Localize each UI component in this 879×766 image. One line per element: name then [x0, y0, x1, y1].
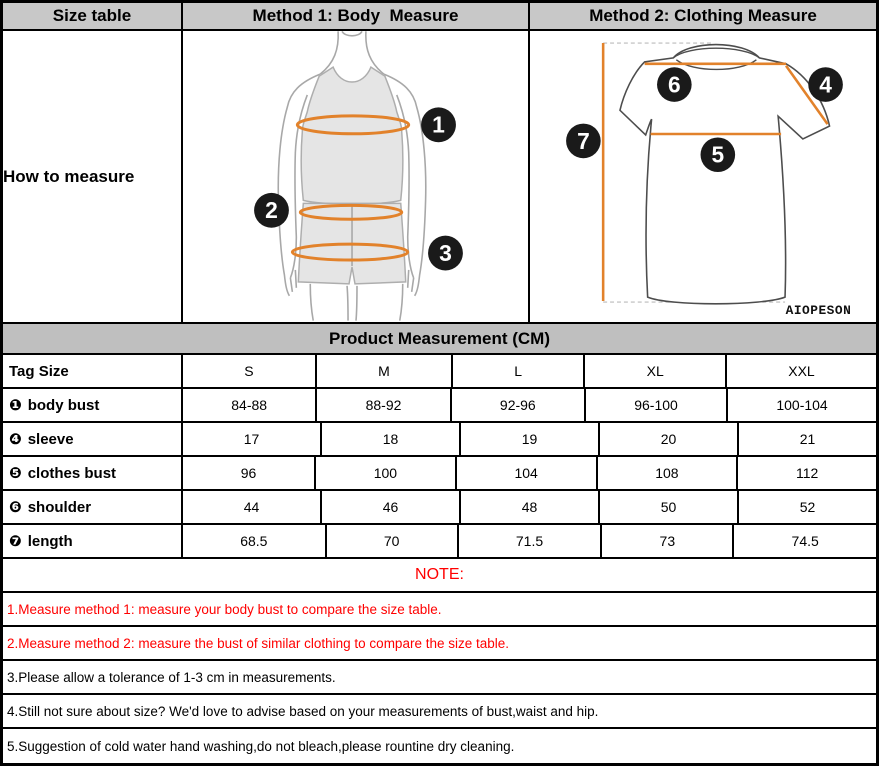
table-row: [3, 423, 876, 457]
brand-text: AIOPESON: [785, 302, 852, 318]
row-label-clothes-bust: [3, 457, 183, 489]
svg-text:5: 5: [711, 141, 725, 168]
cell-value: 74.5: [734, 525, 876, 557]
note-text-3: 3.Please allow a tolerance of 1-3 cm in measurements.: [7, 669, 336, 685]
row-label-text: clothes bust: [27, 464, 117, 482]
top-header-row: [3, 3, 876, 31]
cell-value: 52: [739, 491, 876, 523]
row-label-length: [3, 525, 183, 557]
table-row: [3, 525, 876, 559]
cell-value: 50: [600, 491, 739, 523]
legs-lines: [310, 284, 402, 321]
cell-value: 71.5: [459, 525, 603, 557]
note-title-row: [3, 559, 876, 593]
svg-text:4: 4: [819, 71, 832, 98]
marker-1-bust: [421, 107, 456, 142]
col-header-m: M: [317, 355, 453, 387]
cell-value: 100-104: [728, 389, 876, 421]
bullet-1-icon: ❶: [9, 397, 22, 414]
bullet-4-icon: ❹: [9, 431, 22, 448]
cell-value: 21: [739, 423, 876, 455]
body-measure-illustration: [183, 31, 530, 322]
note-text-5: 5.Suggestion of cold water hand washing,do not bleach,please rountine dry cleaning.: [7, 738, 515, 754]
cell-value: 19: [461, 423, 600, 455]
svg-text:3: 3: [439, 240, 452, 267]
bullet-5-icon: ❺: [9, 465, 22, 482]
table-row: [3, 457, 876, 491]
note-row: [3, 627, 876, 661]
neck-right-line: [366, 31, 384, 74]
svg-text:1: 1: [432, 111, 445, 138]
row-label-text: body bust: [27, 396, 100, 414]
row-label-body-bust: [3, 389, 183, 421]
body-figure-graphic: [183, 31, 528, 322]
col-header-xxl: XXL: [727, 355, 876, 387]
row-label-sleeve: [3, 423, 183, 455]
row-label-text: length: [27, 532, 73, 550]
cell-value: 104: [457, 457, 598, 489]
row-label-text: shoulder: [27, 498, 92, 516]
note-row: [3, 661, 876, 695]
marker-5-clothes-bust: [701, 137, 736, 172]
illustration-row: [3, 31, 876, 324]
note-text-4: 4.Still not sure about size? We'd love to advise based on your measurements of bust,waist and hip.: [7, 703, 599, 719]
neck-left-line: [320, 31, 338, 74]
bullet-7-icon: ❼: [9, 533, 22, 550]
note-text-2: 2.Measure method 2: measure the bust of similar clothing to compare the size table.: [7, 635, 510, 651]
cell-value: 44: [183, 491, 322, 523]
col-header-s: S: [183, 355, 317, 387]
cell-value: 20: [600, 423, 739, 455]
cell-value: 48: [461, 491, 600, 523]
product-measurement-title: Product Measurement (CM): [3, 324, 876, 353]
cell-value: 18: [322, 423, 461, 455]
chin-line: [342, 31, 362, 35]
clothing-measure-illustration: [530, 31, 876, 322]
size-table-header: Size table: [3, 3, 183, 29]
cell-value: 17: [183, 423, 322, 455]
note-text-1: 1.Measure method 1: measure your body bust to compare the size table.: [7, 601, 442, 617]
method1-header: Method 1: Body Measure: [183, 3, 530, 29]
cell-value: 112: [738, 457, 876, 489]
tag-size-header: Tag Size: [3, 355, 183, 387]
product-title-row: [3, 324, 876, 355]
cell-value: 96: [183, 457, 316, 489]
note-row: [3, 695, 876, 729]
tshirt-graphic: [530, 31, 876, 322]
cell-value: 46: [322, 491, 461, 523]
cell-value: 70: [327, 525, 459, 557]
cell-value: 92-96: [452, 389, 586, 421]
table-row: [3, 389, 876, 423]
marker-4-sleeve: [808, 67, 843, 102]
cell-value: 108: [598, 457, 739, 489]
tank-top-shape: [301, 67, 403, 204]
marker-7-length: [566, 124, 601, 159]
table-row: [3, 491, 876, 525]
svg-text:7: 7: [577, 127, 590, 154]
note-row: [3, 593, 876, 627]
cell-value: 96-100: [586, 389, 728, 421]
svg-text:6: 6: [668, 71, 681, 98]
marker-2-waist: [254, 193, 289, 228]
svg-text:2: 2: [265, 197, 278, 224]
marker-3-hip: [428, 236, 463, 271]
row-label-text: sleeve: [27, 430, 74, 448]
note-title: NOTE:: [3, 559, 876, 591]
table-header-row: [3, 355, 876, 389]
bullet-6-icon: ❻: [9, 499, 22, 516]
col-header-l: L: [453, 355, 585, 387]
cell-value: 73: [602, 525, 734, 557]
marker-6-shoulder: [657, 67, 692, 102]
cell-value: 88-92: [317, 389, 451, 421]
cell-value: 100: [316, 457, 457, 489]
method2-header: Method 2: Clothing Measure: [530, 3, 876, 29]
cell-value: 84-88: [183, 389, 317, 421]
row-label-shoulder: [3, 491, 183, 523]
note-row: [3, 729, 876, 763]
col-header-xl: XL: [585, 355, 727, 387]
how-to-measure-label: How to measure: [3, 31, 183, 322]
cell-value: 68.5: [183, 525, 327, 557]
